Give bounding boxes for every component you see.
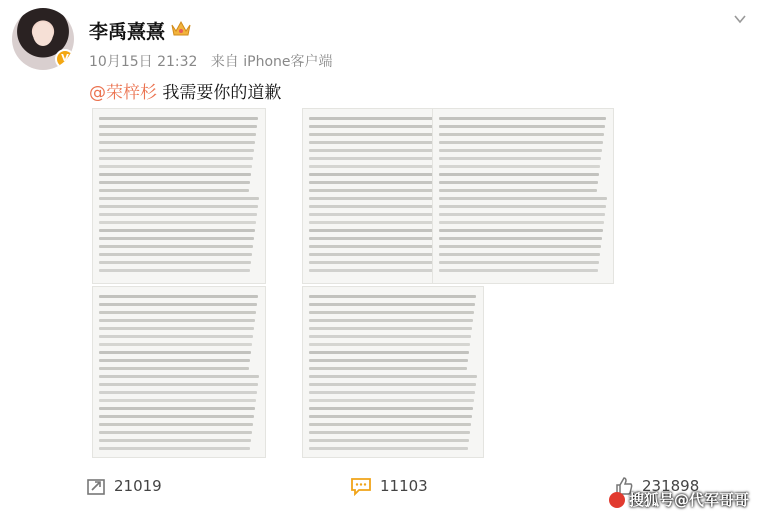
letter-text-line <box>99 149 254 152</box>
letter-text-line <box>99 261 251 264</box>
letter-text-line <box>99 245 253 248</box>
letter-text-line <box>99 253 252 256</box>
letter-page-3 <box>432 108 614 284</box>
letter-text-line <box>99 205 258 208</box>
sohu-logo-icon <box>609 492 625 508</box>
letter-text-line <box>309 423 471 426</box>
letter-text-line <box>309 295 476 298</box>
letter-text-line <box>99 269 250 272</box>
letter-text-line <box>439 261 599 264</box>
repost-count: 21019 <box>114 477 162 495</box>
letter-text-line <box>439 157 601 160</box>
letter-text-line <box>99 229 255 232</box>
letter-text-line <box>99 335 253 338</box>
letter-text-line <box>439 205 606 208</box>
letter-text-line <box>99 133 256 136</box>
letter-text-line <box>439 189 597 192</box>
letter-text-line <box>99 197 259 200</box>
post-meta <box>89 51 333 71</box>
watermark <box>609 489 749 510</box>
comment-count: 11103 <box>380 477 428 495</box>
letter-text-line <box>99 141 255 144</box>
letter-text-line <box>99 359 250 362</box>
mention-link[interactable]: @荣梓杉 <box>89 83 157 103</box>
letter-text-line <box>309 415 472 418</box>
letter-text-line <box>99 237 254 240</box>
letter-page-4 <box>92 286 266 458</box>
letter-text-line <box>439 181 598 184</box>
letter-text-line <box>309 351 469 354</box>
letter-text-line <box>439 269 598 272</box>
letter-text-line <box>99 221 256 224</box>
repost-button[interactable] <box>86 470 162 502</box>
comment-icon <box>350 476 372 496</box>
post-body: 我需要你的道歉 <box>157 83 282 103</box>
letter-text-line <box>439 125 605 128</box>
letter-text-line <box>309 383 476 386</box>
post-source: 来自 iPhone客户端 <box>210 54 333 70</box>
letter-text-line <box>99 327 254 330</box>
letter-text-line <box>99 319 255 322</box>
letter-text-line <box>99 117 258 120</box>
letter-text-line <box>99 423 253 426</box>
letter-text-line <box>439 165 600 168</box>
letter-text-line <box>439 213 605 216</box>
letter-text-line <box>439 229 603 232</box>
letter-text-line <box>99 383 258 386</box>
letter-text-line <box>99 181 250 184</box>
author-name[interactable]: 李禹熹熹 <box>89 21 166 43</box>
letter-text-line <box>309 335 471 338</box>
letter-text-line <box>439 197 607 200</box>
post-image[interactable] <box>80 108 677 456</box>
letter-text-line <box>309 367 467 370</box>
letter-text-line <box>439 117 606 120</box>
letter-text-line <box>99 431 252 434</box>
letter-text-line <box>309 327 472 330</box>
letter-text-line <box>309 311 474 314</box>
letter-text-line <box>309 439 469 442</box>
letter-text-line <box>99 343 252 346</box>
post-date[interactable]: 10月15日 21:32 <box>89 54 198 70</box>
avatar-face <box>33 22 53 46</box>
letter-text-line <box>99 391 257 394</box>
letter-text-line <box>309 343 470 346</box>
letter-text-line <box>309 319 473 322</box>
avatar[interactable] <box>12 8 74 70</box>
letter-text-line <box>439 173 599 176</box>
letter-text-line <box>439 253 600 256</box>
letter-text-line <box>439 221 604 224</box>
letter-text-line <box>99 295 258 298</box>
post-text <box>89 78 281 103</box>
letter-text-line <box>99 189 249 192</box>
repost-icon <box>86 476 106 496</box>
letter-page-1 <box>92 108 266 284</box>
letter-text-line <box>309 375 477 378</box>
letter-text-line <box>309 359 468 362</box>
chevron-down-icon[interactable] <box>733 12 747 26</box>
letter-text-line <box>99 375 259 378</box>
letter-text-line <box>99 213 257 216</box>
watermark-text: 搜狐号@代军哥哥 <box>628 491 749 509</box>
verified-badge-icon: V <box>55 49 74 69</box>
letter-text-line <box>99 447 250 450</box>
letter-text-line <box>99 399 256 402</box>
letter-text-line <box>309 399 474 402</box>
comment-button[interactable] <box>350 470 428 502</box>
letter-text-line <box>99 367 249 370</box>
letter-text-line <box>99 439 251 442</box>
letter-text-line <box>439 149 602 152</box>
letter-text-line <box>309 407 473 410</box>
letter-text-line <box>99 125 257 128</box>
letter-text-line <box>99 351 251 354</box>
letter-text-line <box>309 303 475 306</box>
letter-text-line <box>439 237 602 240</box>
letter-text-line <box>309 447 468 450</box>
letter-text-line <box>99 165 252 168</box>
letter-text-line <box>309 391 475 394</box>
crown-icon <box>170 19 192 39</box>
letter-page-5 <box>302 286 484 458</box>
letter-text-line <box>99 173 251 176</box>
letter-text-line <box>439 245 601 248</box>
letter-text-line <box>99 303 257 306</box>
like-count: 231898 <box>642 477 700 495</box>
letter-text-line <box>309 431 470 434</box>
letter-text-line <box>99 311 256 314</box>
letter-text-line <box>439 141 603 144</box>
letter-text-line <box>439 133 604 136</box>
letter-text-line <box>99 415 254 418</box>
letter-text-line <box>99 157 253 160</box>
letter-text-line <box>99 407 255 410</box>
